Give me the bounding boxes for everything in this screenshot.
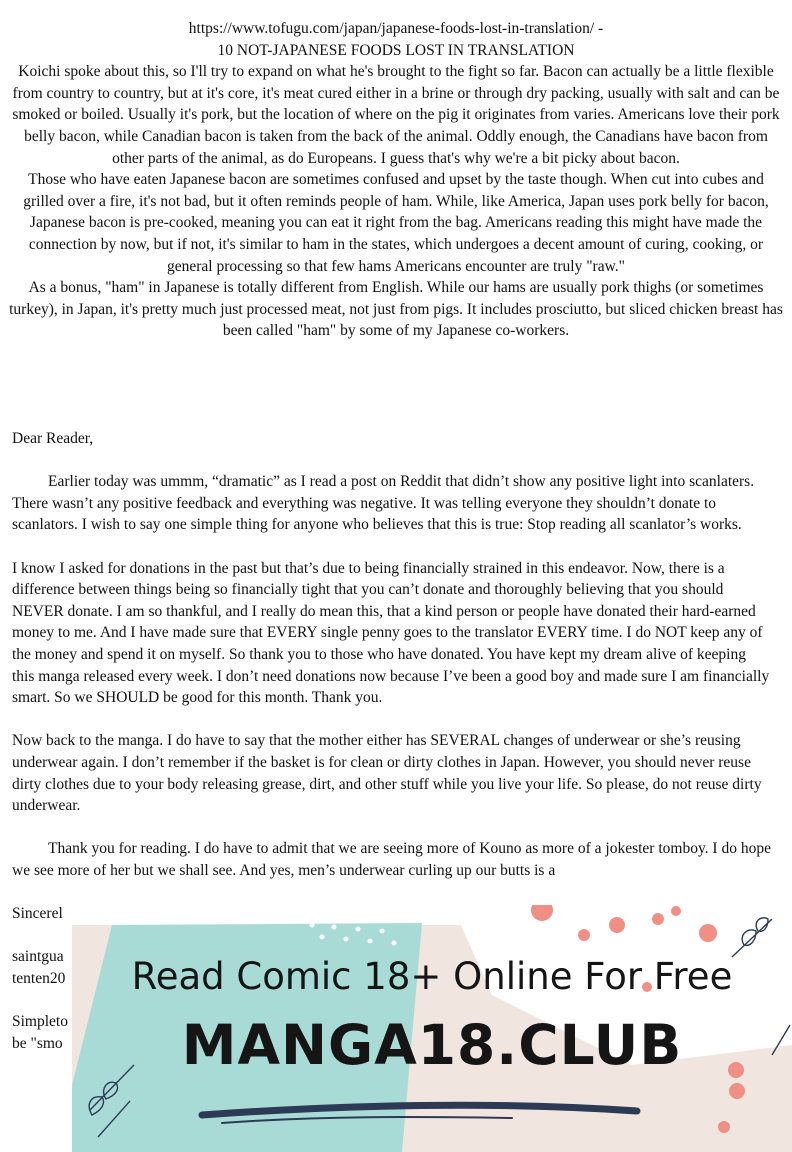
letter-footer-1: Simpleto [12,1013,68,1031]
letter-paragraph-2: I know I asked for donations in the past but that’s due to being financially strained in this endeavor. Now, there is a difference between things being so financially tight that you can’t donate and thoroughly believing that you should NEVER donate. I am so thankful, and I really do mean this, that a kind person or people have donated their hard-earned money to me. And I have made sure that EVERY single penny goes to the translator EVERY time. I do NOT keep any of the money and spend it on myself. So thank you to those who have donated. You have kept my dream alive of keeping this manga released every week. I don’t need donations now because I’ve been a good boy and made sure I am financially smart. So we SHOULD be good for this month. Thank you. [12,559,770,707]
article-paragraph-3: As a bonus, "ham" in Japanese is totally different from English. While our hams are usually pork thighs (or sometimes turkey), in Japan, it's pretty much just processed meat, not just from pigs. It includes prosciutto, but sliced chicken breast has been called "ham" by some of my Japanese co-workers. [9,279,783,340]
letter-footer-2: be "smo [12,1034,63,1052]
letter-paragraph-3: Now back to the manga. I do have to say that the mother either has SEVERAL changes of underwear or she’s reusing underwear again. I don’t remember if the basket is for clean or dirty clothes in Japan. However, you should never reuse dirty clothes due to your body releasing grease, dirt, and other stuff while you live your life. So please, do not reuse dirty underwear. [12,732,762,815]
letter-greeting: Dear Reader, [12,430,94,447]
letter-credit-1: saintgua [12,948,64,966]
source-url: https://www.tofugu.com/japan/japanese-foods-lost-in-translation/ - [188,20,604,37]
article-title: 10 NOT-JAPANESE FOODS LOST IN TRANSLATION [217,41,575,59]
letter-credit-2: tenten20 [12,969,66,987]
promo-banner[interactable] [72,905,792,1152]
letter-closing: Sincerel [12,905,63,923]
letter-paragraph-4: Thank you for reading. I do have to admit that we are seeing more of Kouno as more of a jokester tomboy. I do hope we see more of her but we shall see. And yes, men’s underwear curling up our butts is a [12,840,771,879]
letter-paragraph-1: Earlier today was ummm, “dramatic” as I read a post on Reddit that didn’t show any positive light into scanlaters. There wasn’t any positive feedback and everything was negative. It was telling everyone they shouldn’t donate to scanlators. I wish to say one simple thing for anyone who believes that this is true: Stop reading all scanlator’s works. [12,473,755,534]
article-paragraph-2: Those who have eaten Japanese bacon are sometimes confused and upset by the taste though. When cut into cubes and grilled over a fire, it's not bad, but it often reminds people of ham. While, like America, Japan uses pork belly for bacon, Japanese bacon is pre-cooked, meaning you can eat it right from the bag. Americans reading this might have made the connection by now, but if not, it's similar to ham in the states, which undergoes a decent amount of curing, cooking, or general processing so that few hams Americans encounter are truly "raw." [23,171,769,275]
article-paragraph-1: Koichi spoke about this, so I'll try to expand on what he's brought to the fight so far. Bacon can actually be a little flexible from country to country, but at it's core, it's meat cured either in a brine or through dry packing, usually with salt and can be smoked or boiled. Usually it's pork, but the location of where on the pig it originates from varies. Americans love their pork belly bacon, while Canadian bacon is taken from the back of the animal. Oddly enough, the Canadians have bacon from other parts of the animal, as do Europeans. I guess that's why we're a bit picky about bacon. [12,63,780,167]
promo-tagline: Read Comic 18+ Online For Free [131,955,733,998]
article-header [8,18,784,342]
promo-site-name[interactable]: MANGA18.CLUB [181,1013,683,1077]
